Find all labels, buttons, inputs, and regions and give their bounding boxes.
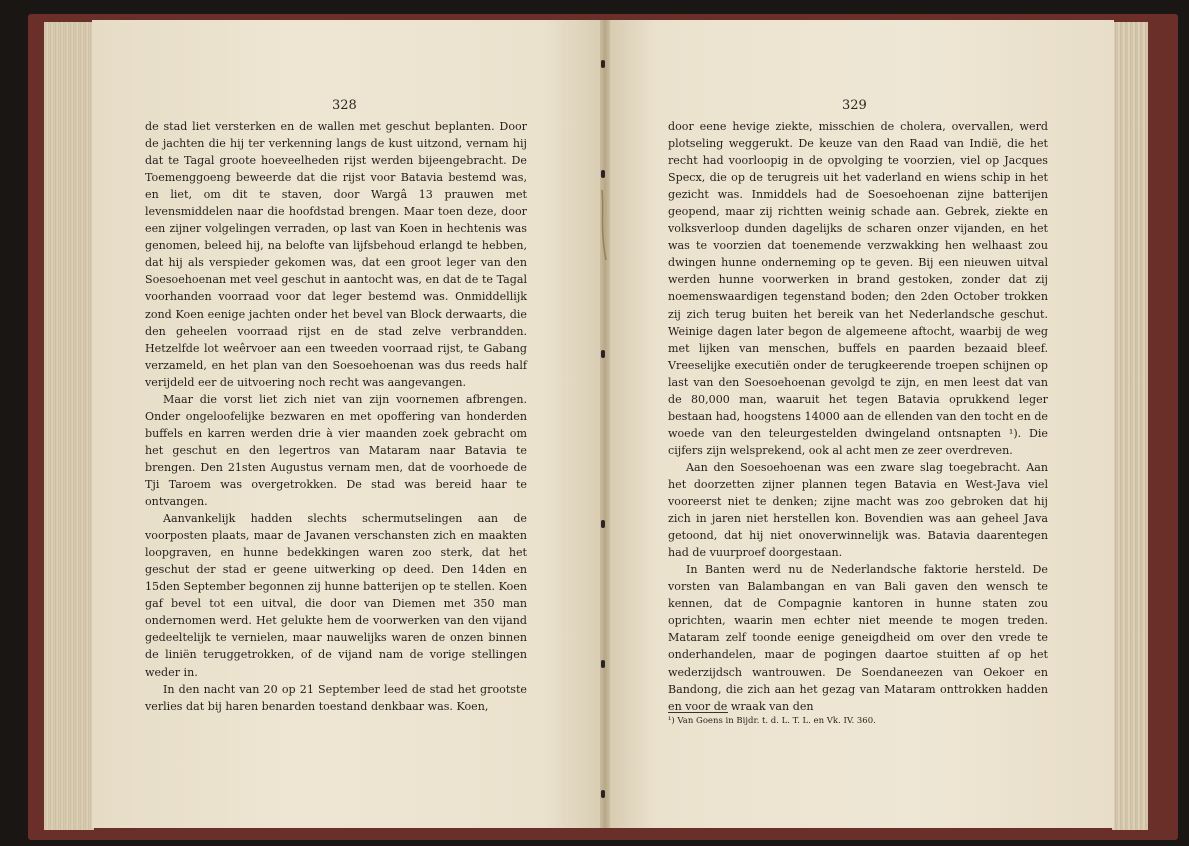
binding-thread	[598, 190, 608, 260]
footnote-rule	[668, 712, 728, 713]
page-number: 328	[332, 98, 357, 113]
page-edges-left	[44, 22, 94, 830]
page-body	[145, 118, 527, 715]
page-number: 329	[842, 98, 867, 113]
binding-stitch	[601, 790, 605, 798]
page-body	[668, 118, 1048, 715]
binding-stitch	[601, 60, 605, 68]
paragraph: In den nacht van 20 op 21 September leed de stad het grootste verlies dat bij haren benarden toestand denkbaar was. Koen,	[145, 682, 527, 713]
paragraph: Maar die vorst liet zich niet van zijn voornemen afbrengen. Onder ongeloofelijke bezwaren en met opoffering van honderden buffels en karren werden drie à vier maanden zoek gebracht om het geschut en den legertros van Mataram naar Batavia te brengen. Den 21sten Augustus vernam men, dat de voorhoede de Tji Taroem was overgetrokken. De stad was bereid haar te ontvangen.	[145, 392, 527, 509]
binding-stitch	[601, 520, 605, 528]
binding-stitch	[601, 170, 605, 178]
left-page	[92, 20, 604, 828]
paragraph: Aanvankelijk hadden slechts schermutselingen aan de voorposten plaats, maar de Javanen verschansten zich en maakten loopgraven, en hunne bedekkingen waren zoo sterk, dat het geschut der stad er geene uitwerking op deed. Den 14den en 15den September begonnen zij hunne batterijen op te stellen. Koen gaf bevel tot een uitval, die door van Diemen met 350 man ondernomen werd. Het gelukte hem de voorwerken van den vijand gedeeltelijk te vernielen, maar nauwelijks waren de onzen binnen de liniën teruggetrokken, of de vijand nam de vorige stellingen weder in.	[145, 512, 527, 679]
binding-stitch	[601, 350, 605, 358]
paragraph: In Banten werd nu de Nederlandsche faktorie hersteld. De vorsten van Balambangan en van Bali gaven den wensch te kennen, dat de Compagnie kantoren in hunne staten zou oprichten, waarin men echter niet meende te mogen treden. Mataram zelf toonde eenige geneigdheid om over den vrede te onderhandelen, maar de pogingen daartoe stuitten af op het wederzijdsch wantrouwen. De Soendaneezen van Oekoer en Bandong, die zich aan het gezag van Mataram onttrokken hadden en voor de wraak van den	[668, 563, 1048, 713]
paragraph: Aan den Soesoehoenan was een zware slag toegebracht. Aan het doorzetten zijner plannen tegen Batavia en West-Java viel vooreerst niet te denken; zijne macht was zoo gebroken dat hij zich in jaren niet herstellen kon. Bovendien was aan geheel Java getoond, dat hij niet onoverwinnelijk was. Batavia daarentegen had de vuurproef doorgestaan.	[668, 460, 1048, 560]
page-edges-right	[1112, 22, 1148, 830]
binding-stitch	[601, 660, 605, 668]
paragraph: door eene hevige ziekte, misschien de cholera, overvallen, werd plotseling weggerukt. De keuze van den Raad van Indië, die het recht had voorloopig in de opvolging te voorzien, viel op Jacques Specx, die op de terugreis uit het vaderland en wiens schip in het gezicht was. Inmiddels had de Soesoehoenan zijne batterijen geopend, maar zij richtten weinig schade aan. Gebrek, ziekte en volksverloop dunden dagelijks de scharen onzer vijanden, en het was te voorzien dat toenemende verzwakking hen welhaast zou dwingen hunne onderneming op te geven. Bij een nieuwen uitval werden hunne voorwerken in brand gestoken, zonder dat zij noemenswaardigen tegenstand boden; den 2den October trokken zij zich terug buiten het bereik van het Nederlandsche geschut. Weinige dagen later begon de algemeene aftocht, waarbij de weg met lijken van menschen, buffels en paarden bezaaid bleef. Vreeselijke executiën onder de terugkeerende troepen schijnen op last van den Soesoehoenan gevolgd te zijn, en men leest dat van de 80,000 man, waaruit het tegen Batavia oprukkend leger bestaan had, hoogstens 14000 aan de ellenden van den tocht en de woede van den teleurgestelden dwingeland ontsnapten ¹). Die cijfers zijn welsprekend, ook al acht men ze zeer overdreven.	[668, 120, 1048, 457]
paragraph: de stad liet versterken en de wallen met geschut beplanten. Door de jachten die hij ter verkenning langs de kust uitzond, vernam hij dat te Tagal groote hoeveelheden rijst werden bijeengebracht. De Toemenggoeng beweerde dat die rijst voor Batavia bestemd was, en liet, om dit te staven, door Wargâ 13 prauwen met levensmiddelen naar die hoofdstad brengen. Maar toen deze, door een zijner volgelingen verraden, op last van Koen in hechtenis was genomen, beleed hij, na belofte van lijfsbehoud erlangd te hebben, dat hij als verspieder gekomen was, dat een groot leger van den Soesoehoenan met veel geschut in aantocht was, en dat de te Tagal voorhanden voorraad voor dat leger bestemd was. Onmiddellijk zond Koen eenige jachten onder het bevel van Block derwaarts, die den geheelen voorraad rijst en de stad zelve verbrandden. Hetzelfde lot weêrvoer aan een tweeden voorraad rijst, te Gabang verzameld, en het plan van den Soesoehoenan was dus reeds half verijdeld eer de uitvoering noch recht was aangevangen.	[145, 120, 527, 389]
footnote: ¹) Van Goens in Bijdr. t. d. L. T. L. en Vk. IV. 360.	[668, 716, 876, 726]
right-page	[606, 20, 1114, 828]
book-gutter	[600, 20, 610, 828]
